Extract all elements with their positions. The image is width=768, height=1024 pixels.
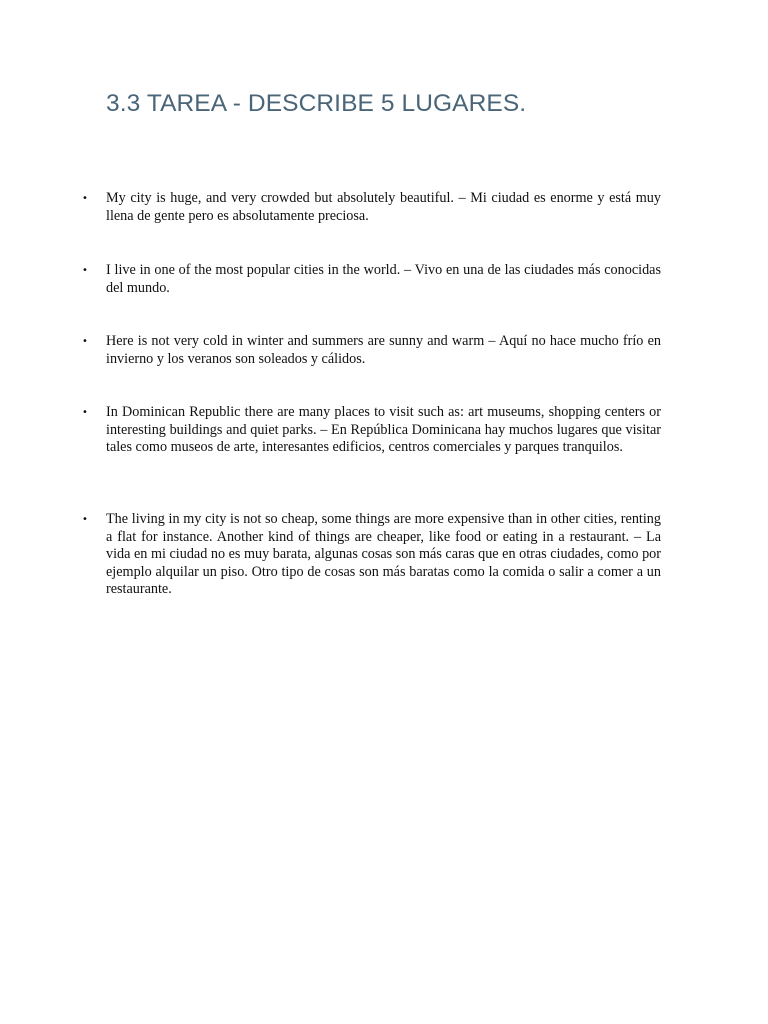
list-item — [82, 511, 661, 599]
list-item-text: My city is huge, and very crowded but absolutely beautiful. – Mi ciudad es enorme y está muy llena de gente pero es absolutamente preciosa. — [106, 190, 661, 224]
list-item — [82, 404, 661, 457]
list-item — [82, 333, 661, 368]
list-item-text: I live in one of the most popular cities in the world. – Vivo en una de las ciudades más conocidas del mundo. — [106, 262, 661, 296]
bullet-icon: • — [82, 193, 88, 204]
list-item-text: The living in my city is not so cheap, some things are more expensive than in other cities, renting a flat for instance. Another kind of things are cheaper, like food or eating in a restaurant. – La vida en mi ciudad no es muy barata, algunas cosas son más caras que en otras ciudades, como por ejemplo alquilar un piso. Otro tipo de cosas son más baratas como la comida o salir a comer a un restaurante. — [106, 511, 661, 598]
list-item — [82, 190, 661, 225]
bullet-icon: • — [82, 336, 88, 347]
page-title: 3.3 TAREA - DESCRIBE 5 LUGARES. — [106, 90, 527, 117]
list-item — [82, 262, 661, 297]
bullet-icon: • — [82, 265, 88, 276]
list-item-text: In Dominican Republic there are many places to visit such as: art museums, shopping centers or interesting buildings and quiet parks. – En República Dominicana hay muchos lugares que visitar tales como museos de arte, interesantes edificios, centros comerciales y parques tranquilos. — [106, 404, 661, 456]
bullet-icon: • — [82, 407, 88, 418]
bullet-icon: • — [82, 514, 88, 525]
list-item-text: Here is not very cold in winter and summers are sunny and warm – Aquí no hace mucho frío en invierno y los veranos son soleados y cálidos. — [106, 333, 661, 367]
